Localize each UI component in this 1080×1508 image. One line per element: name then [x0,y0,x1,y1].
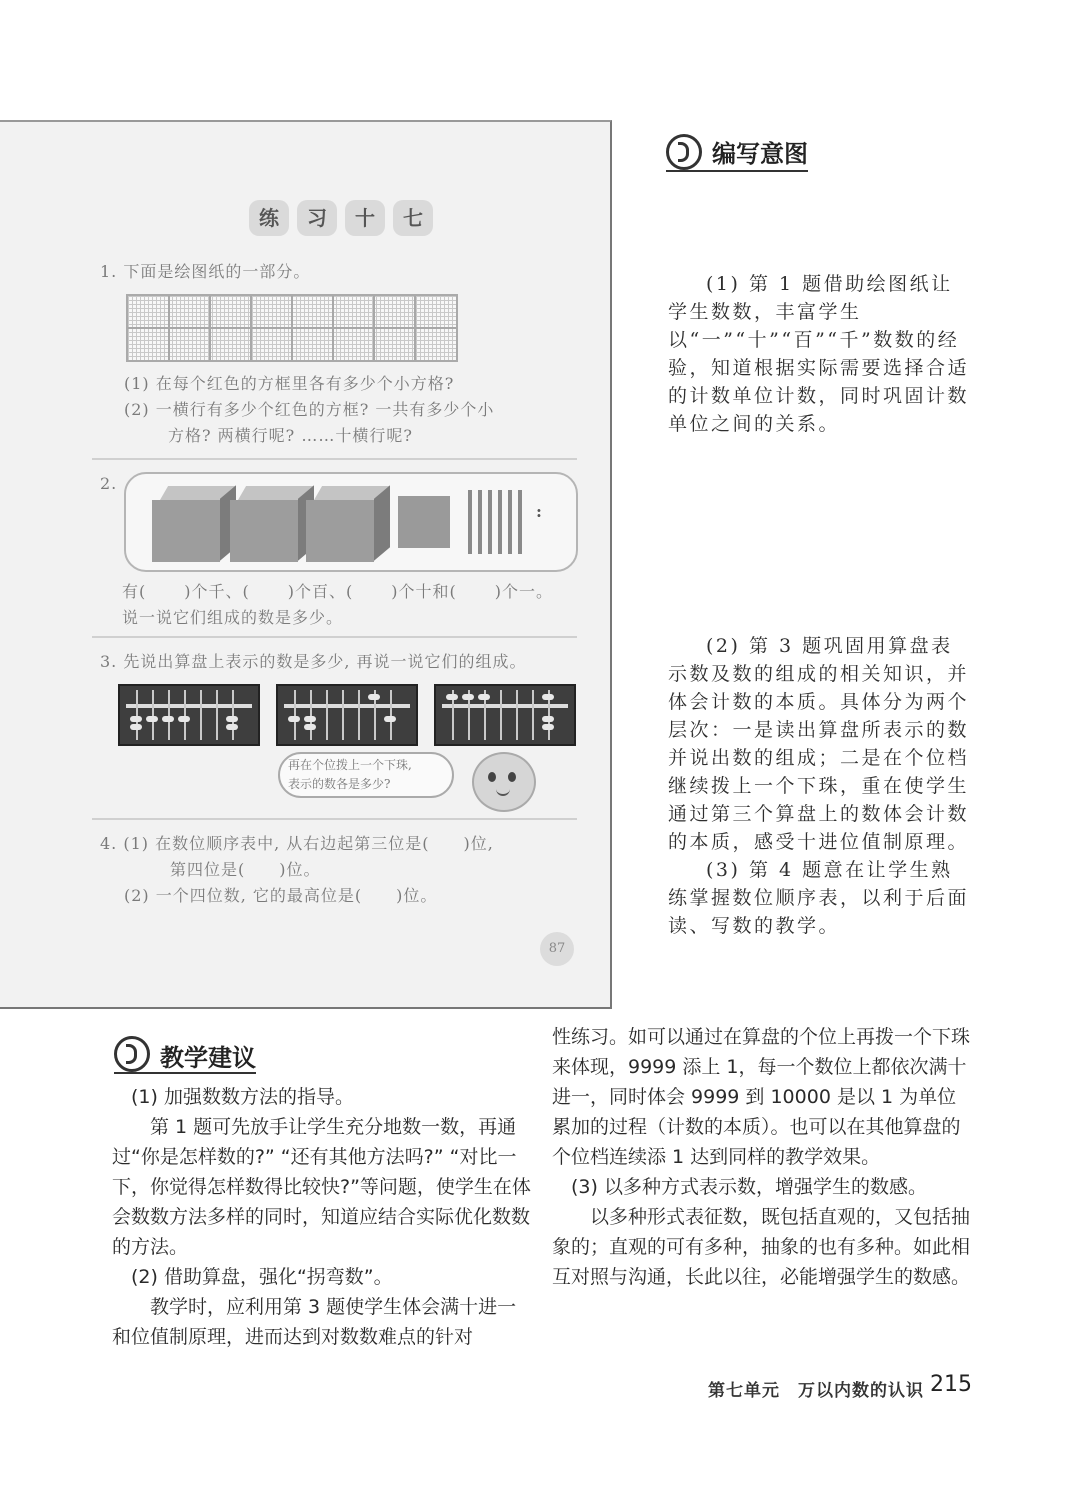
q1-text: 1. 下面是绘图纸的一部分。 [100,262,311,281]
q1-sub2a: (2) 一横行有多少个红色的方框? 一共有多少个小 [124,400,495,419]
suggest-para: 第 1 题可先放手让学生充分地数一数，再通过“你是怎样数的?” “还有其他方法吗?” “对比一下，你觉得怎样数得比较快?”等问题，使学生在体会数数方法多样的同时，知道应结合实际优化数数的方法。 [112,1116,531,1258]
q4-line1: 4. (1) 在数位顺序表中, 从右边起第三位是( )位, [100,834,494,853]
section-icon [114,1036,150,1072]
bubble-line2: 表示的数各是多少? [288,777,391,791]
abacus-1 [118,684,260,746]
divider [92,818,577,820]
q2-fill-line [122,580,553,604]
fill-text: 有( [122,582,147,601]
suggest-right-column [552,1022,972,1292]
fill-text: )个一。 [494,582,553,601]
abacus-2 [276,684,418,746]
suggest-heading: 教学建议 [160,1044,256,1072]
title-char: 七 [393,200,433,236]
heading-underline [114,1072,256,1074]
intent-para-1 [668,270,974,438]
exercise-title [245,200,437,236]
blocks-panel [124,472,578,572]
footer-unit: 第七单元 万以内数的认识 [708,1381,924,1401]
title-char: 十 [345,200,385,236]
fill-text: )个千、( [184,582,250,601]
heading-underline [666,170,808,172]
divider [92,458,577,460]
ten-rods [468,490,522,554]
footer-page-number: 215 [930,1372,972,1397]
suggest-para: 性练习。如可以通过在算盘的个位上再拨一个下珠来体现，9999 添上 1，每一个数位上都依次满十进一，同时体会 9999 到 10000 是以 1 为单位累加的过程（计数的本质）。也可以在其他算盘的个位档连续添 1 达到同样的教学效果。 [552,1026,971,1168]
speech-bubble [278,752,454,798]
q1-sub1: (1) 在每个红色的方框里各有多少个小方格? [124,374,455,393]
suggest-para: 教学时，应利用第 3 题使学生体会满十进一和位值制原理，进而达到对数数难点的针对 [112,1296,517,1348]
q1-sub2b: 方格? 两横行呢? ……十横行呢? [168,426,413,445]
suggest-left-column [112,1082,532,1352]
intent-para-2 [668,632,974,940]
thousand-cube [306,500,374,562]
graph-paper-grid [126,294,458,362]
textbook-page [0,120,612,1009]
textbook-page-number: 87 [540,932,574,966]
abacus-3 [434,684,576,746]
intent-para-1-text: (1) 第 1 题借助绘图纸让学生数数，丰富学生以“一”“十”“百”“千”数数的经验，知道根据实际需要选择合适的计数单位计数，同时巩固计数单位之间的关系。 [668,273,970,435]
title-char: 练 [249,200,289,236]
ones-dots: : [536,502,543,521]
hundred-flat [398,496,450,548]
section-icon [666,134,702,170]
suggest-para: (3) 以多种方式表示数，增强学生的数感。 [571,1176,927,1198]
cartoon-character [472,752,536,812]
q3-text: 3. 先说出算盘上表示的数是多少, 再说一说它们的组成。 [100,652,527,671]
intent-para-3-text: (3) 第 4 题意在让学生熟练掌握数位顺序表，以利于后面读、写数的教学。 [668,859,970,937]
divider [92,636,577,638]
suggest-para: (2) 借助算盘，强化“拐弯数”。 [131,1266,393,1288]
thousand-cube [230,500,298,562]
bubble-line1: 再在个位拨上一个下珠, [288,758,412,772]
suggest-para: (1) 加强数数方法的指导。 [131,1086,354,1108]
intent-para-2-text: (2) 第 3 题巩固用算盘表示数及数的组成的相关知识，并体会计数的本质。具体分为两个层次：一是读出算盘所表示的数并说出数的组成；二是在个位档继续拨上一个下珠，重在使学生通过第三个算盘上的数体会计数的本质，感受十进位值制原理。 [668,635,970,853]
fill-text: )个十和( [391,582,457,601]
q4-line3: (2) 一个四位数, 它的最高位是( )位。 [124,886,438,905]
title-char: 习 [297,200,337,236]
q4-line2: 第四位是( )位。 [170,860,321,879]
q2-number: 2. [100,474,118,493]
intent-heading: 编写意图 [712,140,808,168]
q2-line2: 说一说它们组成的数是多少。 [122,608,344,627]
suggest-para: 以多种形式表征数，既包括直观的，又包括抽象的；直观的可有多种，抽象的也有多种。如此相互对照与沟通，长此以往，必能增强学生的数感。 [552,1206,971,1288]
thousand-cube [152,500,220,562]
fill-text: )个百、( [287,582,354,601]
